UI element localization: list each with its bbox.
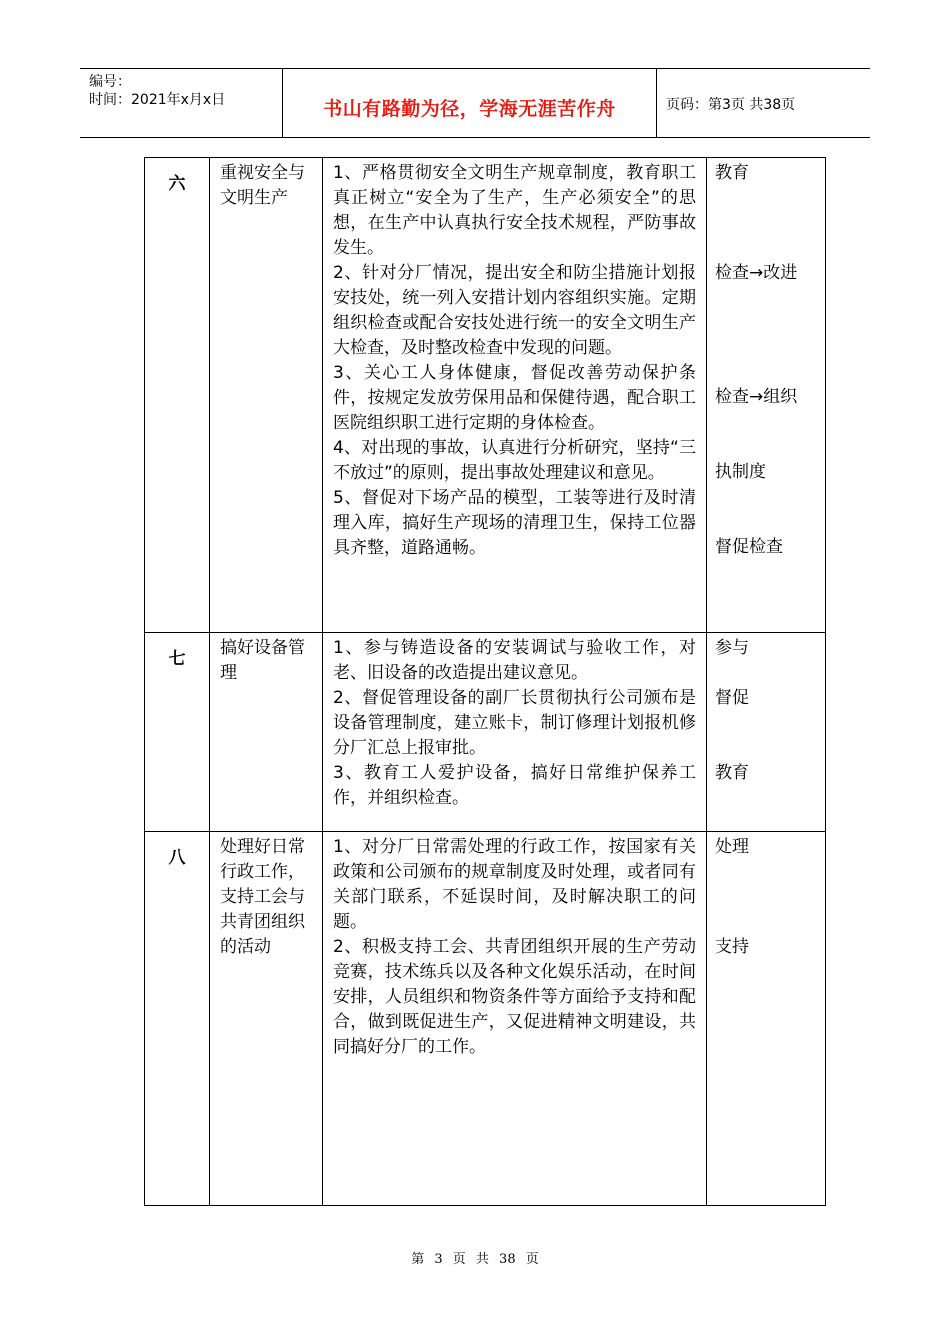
section-title: 重视安全与文明生产 — [210, 158, 323, 633]
section-title: 处理好日常行政工作，支持工会与共青团组织的活动 — [210, 832, 323, 1206]
section-title: 搞好设备管理 — [210, 633, 323, 832]
action-label: 参与 — [715, 638, 749, 658]
action-label: 教育 — [715, 163, 749, 183]
page-footer: 第 3 页 共 38 页 — [411, 1252, 539, 1267]
table-row — [145, 633, 826, 832]
header-code: 编号： — [89, 74, 131, 90]
header-motto-cell — [283, 69, 657, 137]
action-label: 教育 — [715, 763, 749, 783]
content-item: 5、督促对下场产品的模型，工装等进行及时清理入库，搞好生产现场的清理卫生，保持工位器具齐整，道路通畅。 — [333, 488, 696, 558]
header-motto: 书山有路勤为径，学海无涯苦作舟 — [323, 98, 616, 120]
header-page-number: 页码：第3页 共38页 — [666, 97, 796, 113]
table-row — [145, 832, 826, 1206]
section-actions — [707, 633, 826, 832]
section-number: 六 — [145, 158, 210, 633]
page-header — [80, 68, 870, 138]
content-item: 4、对出现的事故，认真进行分析研究，坚持“三不放过”的原则，提出事故处理建议和意见。 — [333, 438, 696, 483]
action-label: 检查→改进 — [715, 263, 798, 283]
table-row — [145, 158, 826, 633]
section-actions — [707, 158, 826, 633]
content-item: 1、参与铸造设备的安装调试与验收工作，对老、旧设备的改造提出建议意见。 — [333, 638, 696, 683]
action-label: 督促检查 — [715, 537, 783, 557]
action-label: 支持 — [715, 937, 749, 957]
action-label: 检查→组织 — [715, 387, 798, 407]
section-content — [323, 832, 707, 1206]
action-label: 督促 — [715, 688, 749, 708]
content-item: 2、积极支持工会、共青团组织开展的生产劳动竞赛，技术练兵以及各种文化娱乐活动，在时间安排，人员组织和物资条件等方面给予支持和配合，做到既促进生产，又促进精神文明建设，共同搞好分厂的工作。 — [333, 937, 696, 1057]
content-item: 3、关心工人身体健康，督促改善劳动保护条件，按规定发放劳保用品和保健待遇，配合职工医院组织职工进行定期的身体检查。 — [333, 363, 696, 433]
duty-table — [144, 157, 826, 1206]
content-item: 1、严格贯彻安全文明生产规章制度，教育职工真正树立“安全为了生产，生产必须安全”的思想，在生产中认真执行安全技术规程，严防事故发生。 — [333, 163, 696, 258]
section-number: 八 — [145, 832, 210, 1206]
action-label: 执制度 — [715, 462, 766, 482]
content-item: 3、教育工人爱护设备，搞好日常维护保养工作，并组织检查。 — [333, 763, 696, 808]
section-number: 七 — [145, 633, 210, 832]
content-item: 2、针对分厂情况，提出安全和防尘措施计划报安技处，统一列入安措计划内容组织实施。定期组织检查或配合安技处进行统一的安全文明生产大检查，及时整改检查中发现的问题。 — [333, 263, 696, 358]
section-actions — [707, 832, 826, 1206]
action-label: 处理 — [715, 837, 749, 857]
section-content — [323, 633, 707, 832]
header-date: 时间：2021年x月x日 — [89, 92, 226, 108]
section-content — [323, 158, 707, 633]
header-meta — [80, 69, 283, 137]
content-item: 1、对分厂日常需处理的行政工作，按国家有关政策和公司颁布的规章制度及时处理，或者同有关部门联系，不延误时间，及时解决职工的问题。 — [333, 837, 696, 932]
content-item: 2、督促管理设备的副厂长贯彻执行公司颁布是设备管理制度，建立账卡，制订修理计划报机修分厂汇总上报审批。 — [333, 688, 696, 758]
